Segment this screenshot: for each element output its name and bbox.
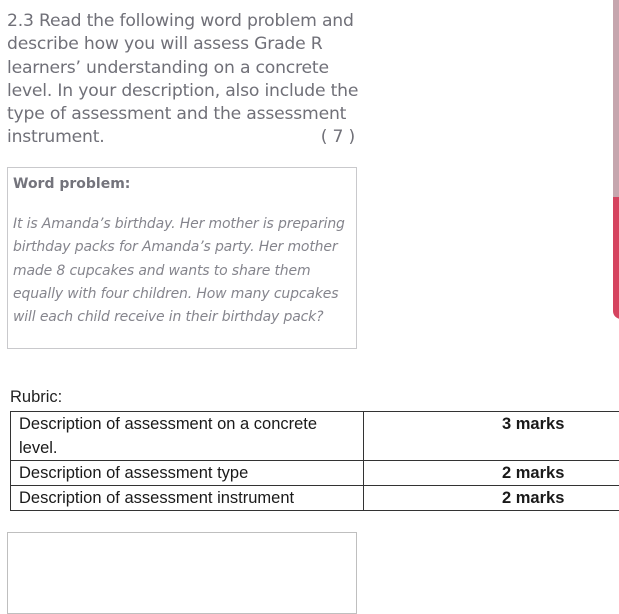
answer-input-box[interactable] xyxy=(7,532,357,614)
rubric-description: Description of assessment on a concrete level. xyxy=(11,412,364,461)
table-row xyxy=(11,486,619,511)
question-text: 2.3 Read the following word problem and describe how you will assess Grade R learners’ understanding on a concrete level. In your description, also include the type of assessment and the assessment instrument. xyxy=(7,11,358,147)
rubric-marks: 2 marks xyxy=(364,461,619,486)
rubric-marks: 2 marks xyxy=(364,486,619,511)
rubric-description: Description of assessment instrument xyxy=(11,486,364,511)
rubric-table xyxy=(10,411,619,511)
word-problem-title: Word problem: xyxy=(13,176,130,192)
question-marks: ( 7 ) xyxy=(321,126,355,149)
scrollbar-track[interactable] xyxy=(613,0,619,197)
rubric-marks: 3 marks xyxy=(364,412,619,461)
question-text-block xyxy=(7,10,359,150)
table-row xyxy=(11,461,619,486)
word-problem-box xyxy=(7,167,357,349)
word-problem-body: It is Amanda’s birthday. Her mother is preparing birthday packs for Amanda’s party. Her mother made 8 cupcakes and wants to share them equally with four children. How many cupcakes will each child receive in their birthday pack? xyxy=(13,213,353,329)
rubric-description: Description of assessment type xyxy=(11,461,364,486)
scrollbar-thumb[interactable] xyxy=(613,197,619,319)
table-row xyxy=(11,412,619,461)
rubric-label: Rubric: xyxy=(10,388,62,407)
